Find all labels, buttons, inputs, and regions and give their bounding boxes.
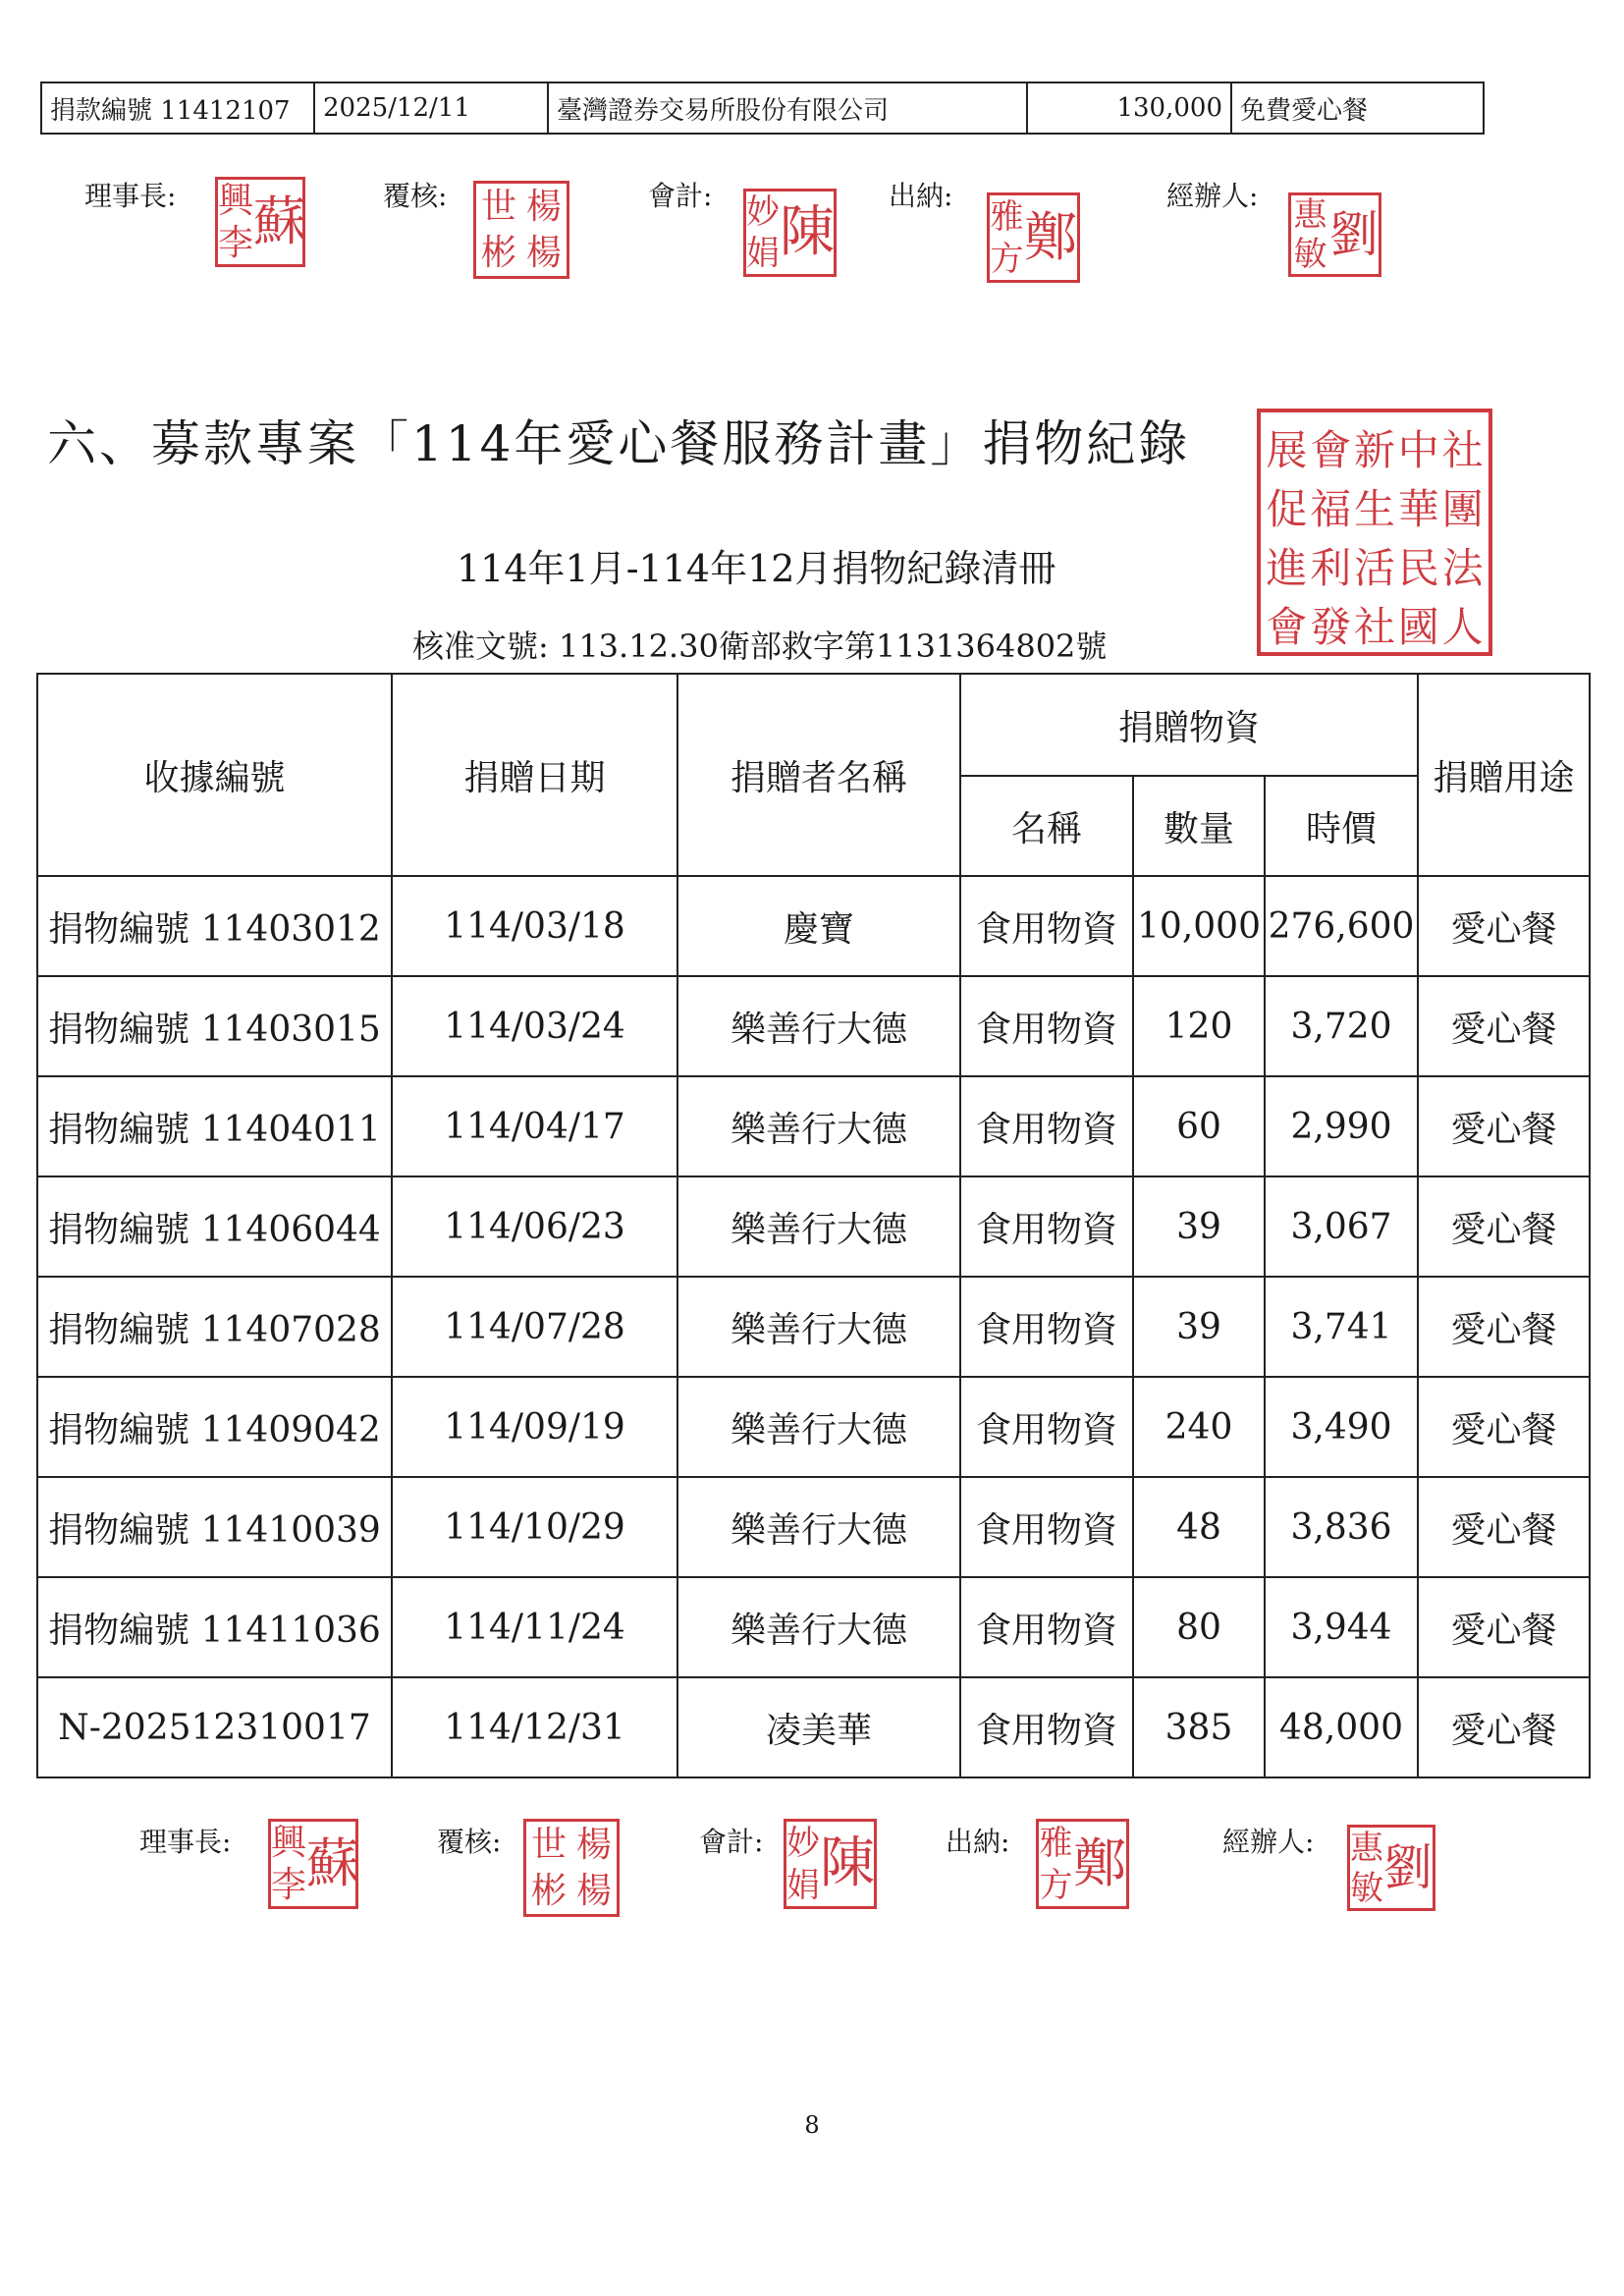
- cell-purpose: 愛心餐: [1418, 1377, 1590, 1477]
- top-purpose: 免費愛心餐: [1231, 82, 1484, 134]
- cell-date: 114/07/28: [392, 1277, 677, 1377]
- chairman-label: 理事長:: [84, 180, 177, 212]
- cell-name: 食用物資: [960, 1677, 1133, 1777]
- header-date: 捐贈日期: [392, 674, 677, 876]
- cell-donor: 樂善行大德: [677, 1377, 960, 1477]
- top-donor: 臺灣證券交易所股份有限公司: [548, 82, 1027, 134]
- cell-purpose: 愛心餐: [1418, 1176, 1590, 1277]
- header-receipt: 收據編號: [37, 674, 392, 876]
- cell-qty: 10,000: [1133, 876, 1265, 976]
- cell-purpose: 愛心餐: [1418, 1076, 1590, 1176]
- cell-value: 3,490: [1265, 1377, 1418, 1477]
- header-goods-qty: 數量: [1133, 776, 1265, 876]
- table-row: [37, 1477, 1590, 1577]
- cell-purpose: 愛心餐: [1418, 1277, 1590, 1377]
- cell-donor: 樂善行大德: [677, 976, 960, 1076]
- cell-donor: 樂善行大德: [677, 1577, 960, 1677]
- top-amount: 130,000: [1027, 82, 1231, 134]
- cell-qty: 39: [1133, 1277, 1265, 1377]
- cell-date: 114/06/23: [392, 1176, 677, 1277]
- cell-receipt: 捐物編號 11403012: [37, 876, 392, 976]
- cell-qty: 48: [1133, 1477, 1265, 1577]
- cell-purpose: 愛心餐: [1418, 1577, 1590, 1677]
- cell-name: 食用物資: [960, 1277, 1133, 1377]
- cell-date: 114/12/31: [392, 1677, 677, 1777]
- cell-date: 114/03/24: [392, 976, 677, 1076]
- approval-number: 核准文號: 113.12.30衛部救字第1131364802號: [412, 628, 1108, 665]
- page-number: 8: [804, 2111, 820, 2139]
- cell-receipt: 捐物編號 11407028: [37, 1277, 392, 1377]
- table-row: [37, 1677, 1590, 1777]
- cell-name: 食用物資: [960, 1176, 1133, 1277]
- cell-purpose: 愛心餐: [1418, 1677, 1590, 1777]
- chairman-label-bottom: 理事長:: [139, 1826, 232, 1858]
- cell-receipt: N-202512310017: [37, 1677, 392, 1777]
- review-label: 覆核:: [383, 180, 448, 212]
- cell-qty: 120: [1133, 976, 1265, 1076]
- cell-name: 食用物資: [960, 1477, 1133, 1577]
- header-donor: 捐贈者名稱: [677, 674, 960, 876]
- accounting-seal: 陳 妙 娟: [743, 189, 837, 277]
- handler-label-bottom: 經辦人:: [1222, 1826, 1315, 1858]
- cell-value: 3,720: [1265, 976, 1418, 1076]
- cell-qty: 80: [1133, 1577, 1265, 1677]
- cell-donor: 樂善行大德: [677, 1076, 960, 1176]
- cell-value: 3,067: [1265, 1176, 1418, 1277]
- cell-receipt: 捐物編號 11404011: [37, 1076, 392, 1176]
- cell-donor: 慶寶: [677, 876, 960, 976]
- cell-value: 2,990: [1265, 1076, 1418, 1176]
- cell-receipt: 捐物編號 11403015: [37, 976, 392, 1076]
- cashier-label-bottom: 出納:: [946, 1826, 1010, 1858]
- cell-purpose: 愛心餐: [1418, 976, 1590, 1076]
- page-title: 六、募款專案「114年愛心餐服務計畫」捐物紀錄: [47, 415, 1191, 472]
- cell-donor: 樂善行大德: [677, 1176, 960, 1277]
- cashier-seal: 鄭 雅 方: [987, 192, 1080, 283]
- cell-name: 食用物資: [960, 1377, 1133, 1477]
- cell-purpose: 愛心餐: [1418, 876, 1590, 976]
- top-date: 2025/12/11: [314, 82, 548, 134]
- cashier-seal-bottom: 鄭 雅 方: [1036, 1819, 1129, 1909]
- cell-name: 食用物資: [960, 876, 1133, 976]
- cell-name: 食用物資: [960, 976, 1133, 1076]
- cashier-label: 出納:: [889, 180, 953, 212]
- cell-qty: 240: [1133, 1377, 1265, 1477]
- cell-date: 114/10/29: [392, 1477, 677, 1577]
- header-goods-value: 時價: [1265, 776, 1418, 876]
- top-receipt-no: 捐款編號 11412107: [41, 82, 314, 134]
- accounting-label: 會計:: [648, 180, 713, 212]
- header-purpose: 捐贈用途: [1418, 674, 1590, 876]
- cell-value: 3,741: [1265, 1277, 1418, 1377]
- accounting-seal-bottom: 陳 妙 娟: [784, 1819, 877, 1909]
- table-row: [37, 976, 1590, 1076]
- organization-seal: 社 團 法 人 中 華 民 國 新 生 活 社 會 福 利 發 展 促 進 會: [1257, 409, 1492, 656]
- handler-seal-bottom: 劉 惠 敏: [1347, 1825, 1435, 1911]
- table-row: [37, 1076, 1590, 1176]
- review-seal: 世 楊 彬 楊: [473, 181, 569, 279]
- subtitle: 114年1月-114年12月捐物紀錄清冊: [457, 547, 1056, 590]
- signature-row-bottom: [0, 1815, 1624, 1933]
- donation-record-table: [36, 673, 1591, 1778]
- table-row: [37, 1176, 1590, 1277]
- cell-receipt: 捐物編號 11406044: [37, 1176, 392, 1277]
- review-label-bottom: 覆核:: [437, 1826, 502, 1858]
- cell-value: 48,000: [1265, 1677, 1418, 1777]
- header-goods: 捐贈物資: [960, 674, 1418, 776]
- handler-label: 經辦人:: [1166, 180, 1259, 212]
- header-goods-name: 名稱: [960, 776, 1133, 876]
- table-row: [37, 876, 1590, 976]
- chairman-seal: 蘇 興 李: [215, 177, 305, 267]
- signature-row-top: [0, 169, 1624, 287]
- review-seal-bottom: 世 楊 彬 楊: [523, 1819, 620, 1917]
- cell-qty: 385: [1133, 1677, 1265, 1777]
- cell-date: 114/03/18: [392, 876, 677, 976]
- table-row: [37, 1377, 1590, 1477]
- cell-name: 食用物資: [960, 1076, 1133, 1176]
- table-body: [37, 876, 1590, 1777]
- cell-value: 3,836: [1265, 1477, 1418, 1577]
- chairman-seal-bottom: 蘇 興 李: [268, 1819, 358, 1909]
- cell-donor: 樂善行大德: [677, 1477, 960, 1577]
- handler-seal: 劉 惠 敏: [1288, 192, 1381, 277]
- top-donation-row: [40, 82, 1485, 135]
- cell-value: 276,600: [1265, 876, 1418, 976]
- cell-purpose: 愛心餐: [1418, 1477, 1590, 1577]
- cell-receipt: 捐物編號 11411036: [37, 1577, 392, 1677]
- table-row: [37, 1277, 1590, 1377]
- accounting-label-bottom: 會計:: [699, 1826, 764, 1858]
- table-row: [37, 1577, 1590, 1677]
- cell-date: 114/04/17: [392, 1076, 677, 1176]
- cell-receipt: 捐物編號 11409042: [37, 1377, 392, 1477]
- cell-donor: 凌美華: [677, 1677, 960, 1777]
- cell-value: 3,944: [1265, 1577, 1418, 1677]
- cell-donor: 樂善行大德: [677, 1277, 960, 1377]
- cell-qty: 39: [1133, 1176, 1265, 1277]
- cell-receipt: 捐物編號 11410039: [37, 1477, 392, 1577]
- cell-name: 食用物資: [960, 1577, 1133, 1677]
- cell-date: 114/09/19: [392, 1377, 677, 1477]
- cell-date: 114/11/24: [392, 1577, 677, 1677]
- cell-qty: 60: [1133, 1076, 1265, 1176]
